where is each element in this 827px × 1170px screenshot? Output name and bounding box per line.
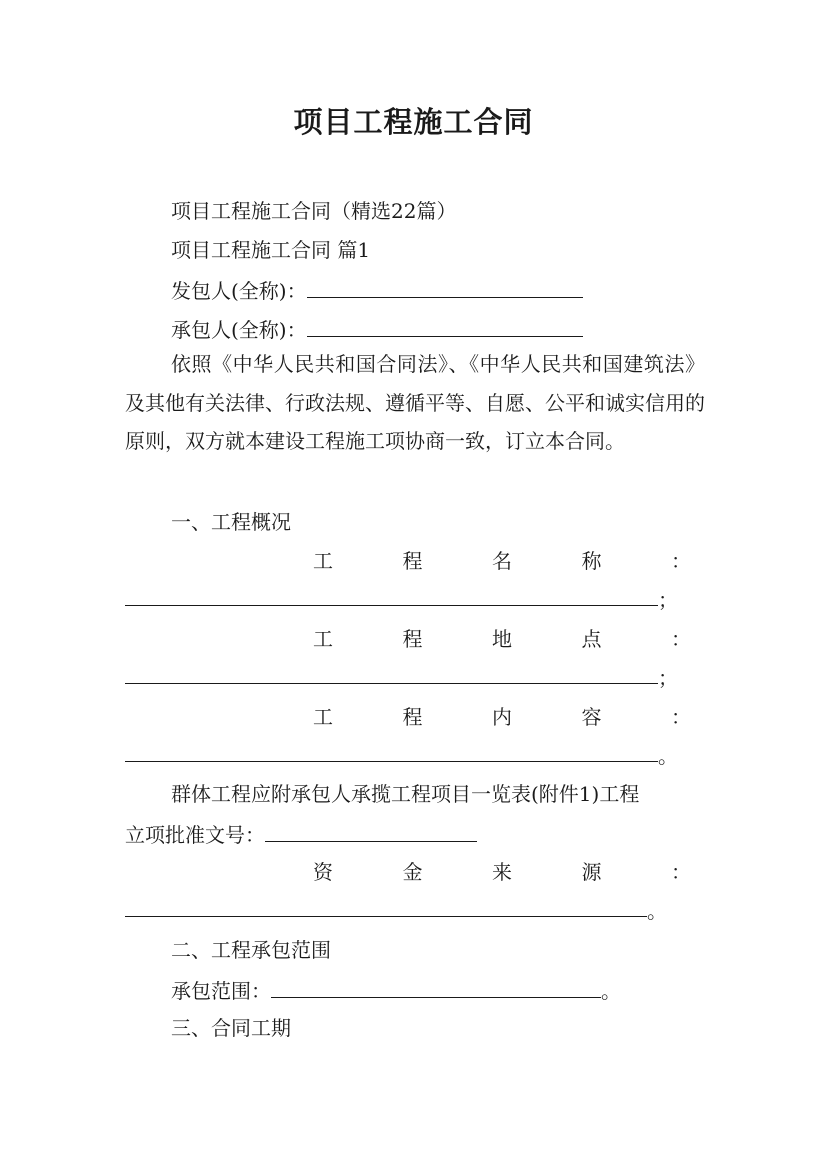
document-title: 项目工程施工合同 (293, 105, 534, 139)
project-content-blank (125, 761, 658, 762)
project-name-label: 工 程 名 称 ： (313, 549, 691, 573)
employer-blank (307, 277, 583, 298)
section3-heading: 三、合同工期 (171, 1016, 291, 1040)
funding-source-end: 。 (647, 899, 667, 923)
project-name-blank (125, 605, 658, 606)
scope-line (171, 977, 621, 1003)
scope-end: 。 (601, 979, 621, 1003)
contractor-label: 承包人(全称)： (171, 318, 307, 342)
project-location-blank (125, 683, 658, 684)
approval-number-label: 立项批准文号： (125, 823, 265, 847)
scope-label: 承包范围： (171, 979, 271, 1003)
contractor-line (171, 316, 583, 342)
project-location-end: ； (658, 666, 678, 690)
project-name-end: ； (658, 588, 678, 612)
subtitle: 项目工程施工合同（精选22篇） (171, 199, 457, 223)
scope-blank (271, 977, 601, 998)
section2-heading: 二、工程承包范围 (171, 938, 331, 962)
group-project-line1: 群体工程应附承包人承揽工程项目一览表(附件1)工程 (171, 782, 640, 806)
funding-source-blank (125, 916, 647, 917)
funding-source-label: 资 金 来 源 ： (313, 860, 691, 884)
section1-heading: 一、工程概况 (171, 510, 291, 534)
project-location-label: 工 程 地 点 ： (313, 627, 691, 651)
approval-number-blank (265, 821, 477, 842)
contractor-blank (307, 316, 583, 337)
part-heading: 项目工程施工合同 篇1 (171, 238, 371, 262)
approval-number-line (125, 821, 477, 847)
employer-line (171, 277, 583, 303)
project-content-end: 。 (658, 744, 678, 768)
intro-paragraph: 依照《中华人民共和国合同法》、《中华人民共和国建筑法》及其他有关法律、行政法规、遵循平等、自愿、公平和诚实信用的原则，双方就本建设工程施工项协商一致，订立本合同。 (125, 352, 705, 453)
employer-label: 发包人(全称)： (171, 279, 307, 303)
project-content-label: 工 程 内 容 ： (313, 705, 691, 729)
